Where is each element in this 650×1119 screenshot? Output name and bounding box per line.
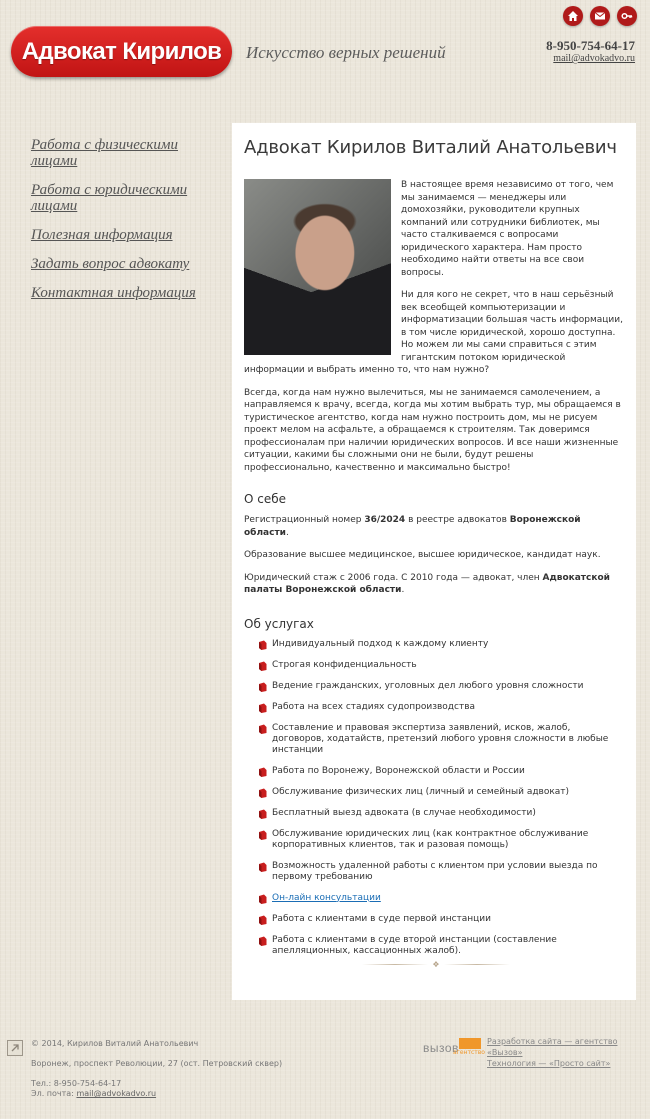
main-content — [232, 123, 636, 1000]
red-bullet-icon — [258, 640, 267, 650]
service-item — [258, 702, 624, 713]
agency-logo-box — [459, 1038, 481, 1049]
service-item-text: Работа с клиентами в суде второй инстанции (составление апелляционных, кассационных жалоб). — [272, 934, 557, 956]
nav-item-contacts[interactable]: Контактная информация — [31, 285, 196, 301]
nav-item-useful-info[interactable]: Полезная информация — [31, 227, 173, 243]
nav-item-ask-question[interactable]: Задать вопрос адвокату — [31, 256, 190, 272]
page-title: Адвокат Кирилов Виталий Анатольевич — [244, 137, 617, 158]
header-email-link[interactable]: mail@advokadvo.ru — [553, 53, 635, 64]
agency-logo[interactable] — [423, 1037, 485, 1057]
red-bullet-icon — [258, 809, 267, 819]
header-icon-bar — [563, 6, 637, 26]
developer-links — [487, 1036, 650, 1069]
site-slogan: Искусство верных решений — [246, 43, 446, 62]
home-icon[interactable] — [563, 6, 583, 26]
red-bullet-icon — [258, 682, 267, 692]
red-bullet-icon — [258, 703, 267, 713]
nav-item-legal-entities[interactable]: Работа с юридическими лицами — [31, 182, 188, 214]
service-item — [258, 723, 624, 756]
intro-section — [244, 179, 624, 474]
red-bullet-icon — [258, 915, 267, 925]
dev-link-technology[interactable]: Технология — «Просто сайт» — [487, 1059, 611, 1068]
lawyer-photo — [244, 179, 391, 355]
arrow-up-right-icon[interactable] — [7, 1040, 23, 1056]
services-list — [244, 639, 624, 957]
service-item-text: Обслуживание физических лиц (личный и семейный адвокат) — [272, 786, 570, 797]
service-item-text: Возможность удаленной работы с клиентом при условии выезда по первому требованию — [272, 860, 598, 882]
footer-address: Воронеж, проспект Революции, 27 (ост. Петровский сквер) — [31, 1059, 283, 1068]
about-heading: О себе — [244, 492, 287, 506]
red-bullet-icon — [258, 936, 267, 946]
red-bullet-icon — [258, 767, 267, 777]
service-item — [258, 766, 624, 777]
logo-text: Адвокат Кирилов — [21, 37, 222, 65]
service-item-text: Работа на всех стадиях судопроизводства — [272, 701, 476, 712]
education-text: Образование высшее медицинское, высшее юридическое, кандидат наук. — [244, 550, 601, 560]
online-consultation-link[interactable]: Он-лайн консультации — [272, 892, 381, 903]
service-item — [258, 829, 624, 851]
red-bullet-icon — [258, 894, 267, 904]
experience-text: Юридический стаж с 2006 года. С 2010 года — адвокат, член Адвокатской палаты Воронежской области. — [244, 572, 610, 595]
intro-paragraph: Ни для кого не секрет, что в наш серьёзный век всеобщей компьютеризации и информатизации большая часть информации, в том числе юридической, хорошо доступна. Но можем ли мы сами справиться с этим гигантским потоком юридической информации и выбрать именно то, что нам нужно? — [244, 290, 623, 375]
service-item — [258, 893, 624, 904]
service-item — [258, 935, 624, 957]
red-bullet-icon — [258, 788, 267, 798]
services-heading: Об услугах — [244, 616, 314, 631]
service-item — [258, 787, 624, 798]
footer-email: Эл. почта: mail@advokadvo.ru — [31, 1089, 157, 1098]
red-bullet-icon — [258, 862, 267, 872]
content-divider: ❖ — [362, 960, 510, 968]
footer-email-link[interactable]: mail@advokadvo.ru — [76, 1089, 157, 1098]
header-phone: 8-950-754-64-17 — [546, 38, 635, 53]
service-item-text: Строгая конфиденциальность — [272, 659, 417, 670]
service-item-text: Составление и правовая экспертиза заявлений, исков, жалоб, договоров, ходатайств, претензий любого уровня сложности в любые инстанции — [272, 722, 609, 755]
service-item — [258, 681, 624, 692]
service-item-text: Обслуживание юридических лиц (как контрактное обслуживание корпоративных клиентов, так и разовая помощь) — [272, 828, 589, 850]
service-item — [258, 660, 624, 671]
intro-paragraph: Всегда, когда нам нужно вылечиться, мы не занимаемся самолечением, а направляемся к врачу, всегда, когда мы хотим выбрать тур, мы обращаемся в туристическое агентство, когда нам нужно построить дом, мы не рисуем проект мелом на асфальте, а обращаемся к строителям. Так доверимся профессионалам при наличии юридических вопросов. И все наши жизненные ситуации, какими бы сложными они не были, будут решены профессионально, качественно и максимально быстро! — [244, 387, 621, 473]
dev-link-agency[interactable]: Разработка сайта — агентство «Вызов» — [487, 1037, 618, 1057]
service-item — [258, 639, 624, 650]
footer-copyright: © 2014, Кирилов Виталий Анатольевич — [31, 1039, 199, 1048]
service-item-text: Работа с клиентами в суде первой инстанции — [272, 913, 492, 924]
service-item-text: Работа по Воронежу, Воронежской области и России — [272, 765, 525, 776]
service-item-text: Ведение гражданских, уголовных дел любого уровня сложности — [272, 680, 584, 691]
mail-icon[interactable] — [590, 6, 610, 26]
main-nav — [31, 137, 221, 314]
agency-logo-sub: агентство — [453, 1049, 485, 1056]
nav-item-individuals[interactable]: Работа с физическими лицами — [31, 137, 178, 169]
red-bullet-icon — [258, 830, 267, 840]
registration-text: Регистрационный номер 36/2024 в реестре адвокатов Воронежской области. — [244, 515, 581, 538]
service-item — [258, 861, 624, 883]
red-bullet-icon — [258, 661, 267, 671]
service-item-text: Индивидуальный подход к каждому клиенту — [272, 638, 489, 649]
key-icon[interactable] — [617, 6, 637, 26]
red-bullet-icon — [258, 724, 267, 734]
intro-paragraph: В настоящее время независимо от того, чем мы занимаемся — менеджеры или домохозяйки, руководители крупных компаний или сотрудники библиотек, мы часто сталкиваемся с вопросами юридического характера. Нам просто необходимо найти ответы на все свои вопросы. — [401, 180, 614, 278]
site-logo[interactable] — [11, 26, 232, 77]
agency-logo-word: вызов — [423, 1041, 459, 1055]
service-item-text: Бесплатный выезд адвоката (в случае необходимости) — [272, 807, 536, 818]
service-item — [258, 914, 624, 925]
footer-phone: Тел.: 8-950-754-64-17 — [31, 1079, 122, 1088]
service-item — [258, 808, 624, 819]
